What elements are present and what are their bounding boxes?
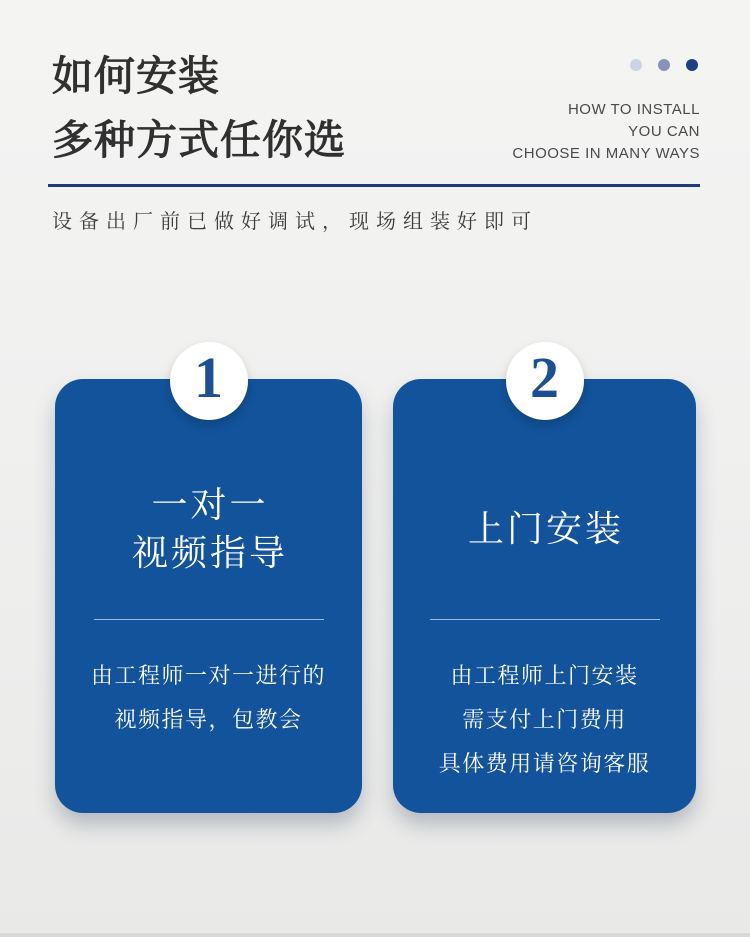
card-2-body-line-3: 具体费用请咨询客服 — [438, 751, 651, 776]
dot-medium-icon — [658, 59, 670, 71]
subtitle-en-line-1: HOW TO INSTALL — [567, 101, 700, 118]
dot-light-icon — [630, 59, 642, 71]
subtitle-en-line-3: CHOOSE IN MANY WAYS — [512, 145, 700, 162]
card-1-title-line-1: 一对一 — [151, 485, 269, 525]
subtitle-english — [512, 99, 700, 165]
title-line-1: 如何安装 — [52, 53, 220, 99]
card-1-title-line-2: 视频指导 — [131, 533, 288, 573]
step-number-1: 1 — [194, 345, 223, 410]
card-2-body-line-2: 需支付上门费用 — [462, 707, 627, 732]
card-1-body-line-1: 由工程师一对一进行的 — [90, 663, 326, 688]
step-number-2: 2 — [530, 345, 559, 410]
page-title — [52, 44, 346, 172]
title-line-2: 多种方式任你选 — [52, 117, 346, 163]
card-2-title-line-1: 上门安装 — [467, 509, 624, 549]
install-option-card-video — [55, 345, 362, 813]
card-1-description — [55, 620, 362, 742]
decorative-dots — [630, 59, 698, 71]
card-2-title — [393, 439, 696, 619]
step-number-badge-2 — [506, 342, 584, 420]
dot-dark-icon — [686, 59, 698, 71]
divider-rule — [48, 184, 700, 187]
card-2-body-line-1: 由工程师上门安装 — [450, 663, 639, 688]
step-number-badge-1 — [170, 342, 248, 420]
card-1-body-line-2: 视频指导，包教会 — [114, 707, 303, 732]
card-2-description — [393, 620, 696, 786]
install-option-card-onsite — [393, 345, 696, 813]
bottom-edge-strip — [0, 933, 750, 937]
section-header — [0, 0, 750, 280]
subtitle-en-line-2: YOU CAN — [628, 123, 700, 140]
card-1-title — [55, 439, 362, 619]
tagline-text: 设备出厂前已做好调试，现场组装好即可 — [52, 211, 538, 233]
